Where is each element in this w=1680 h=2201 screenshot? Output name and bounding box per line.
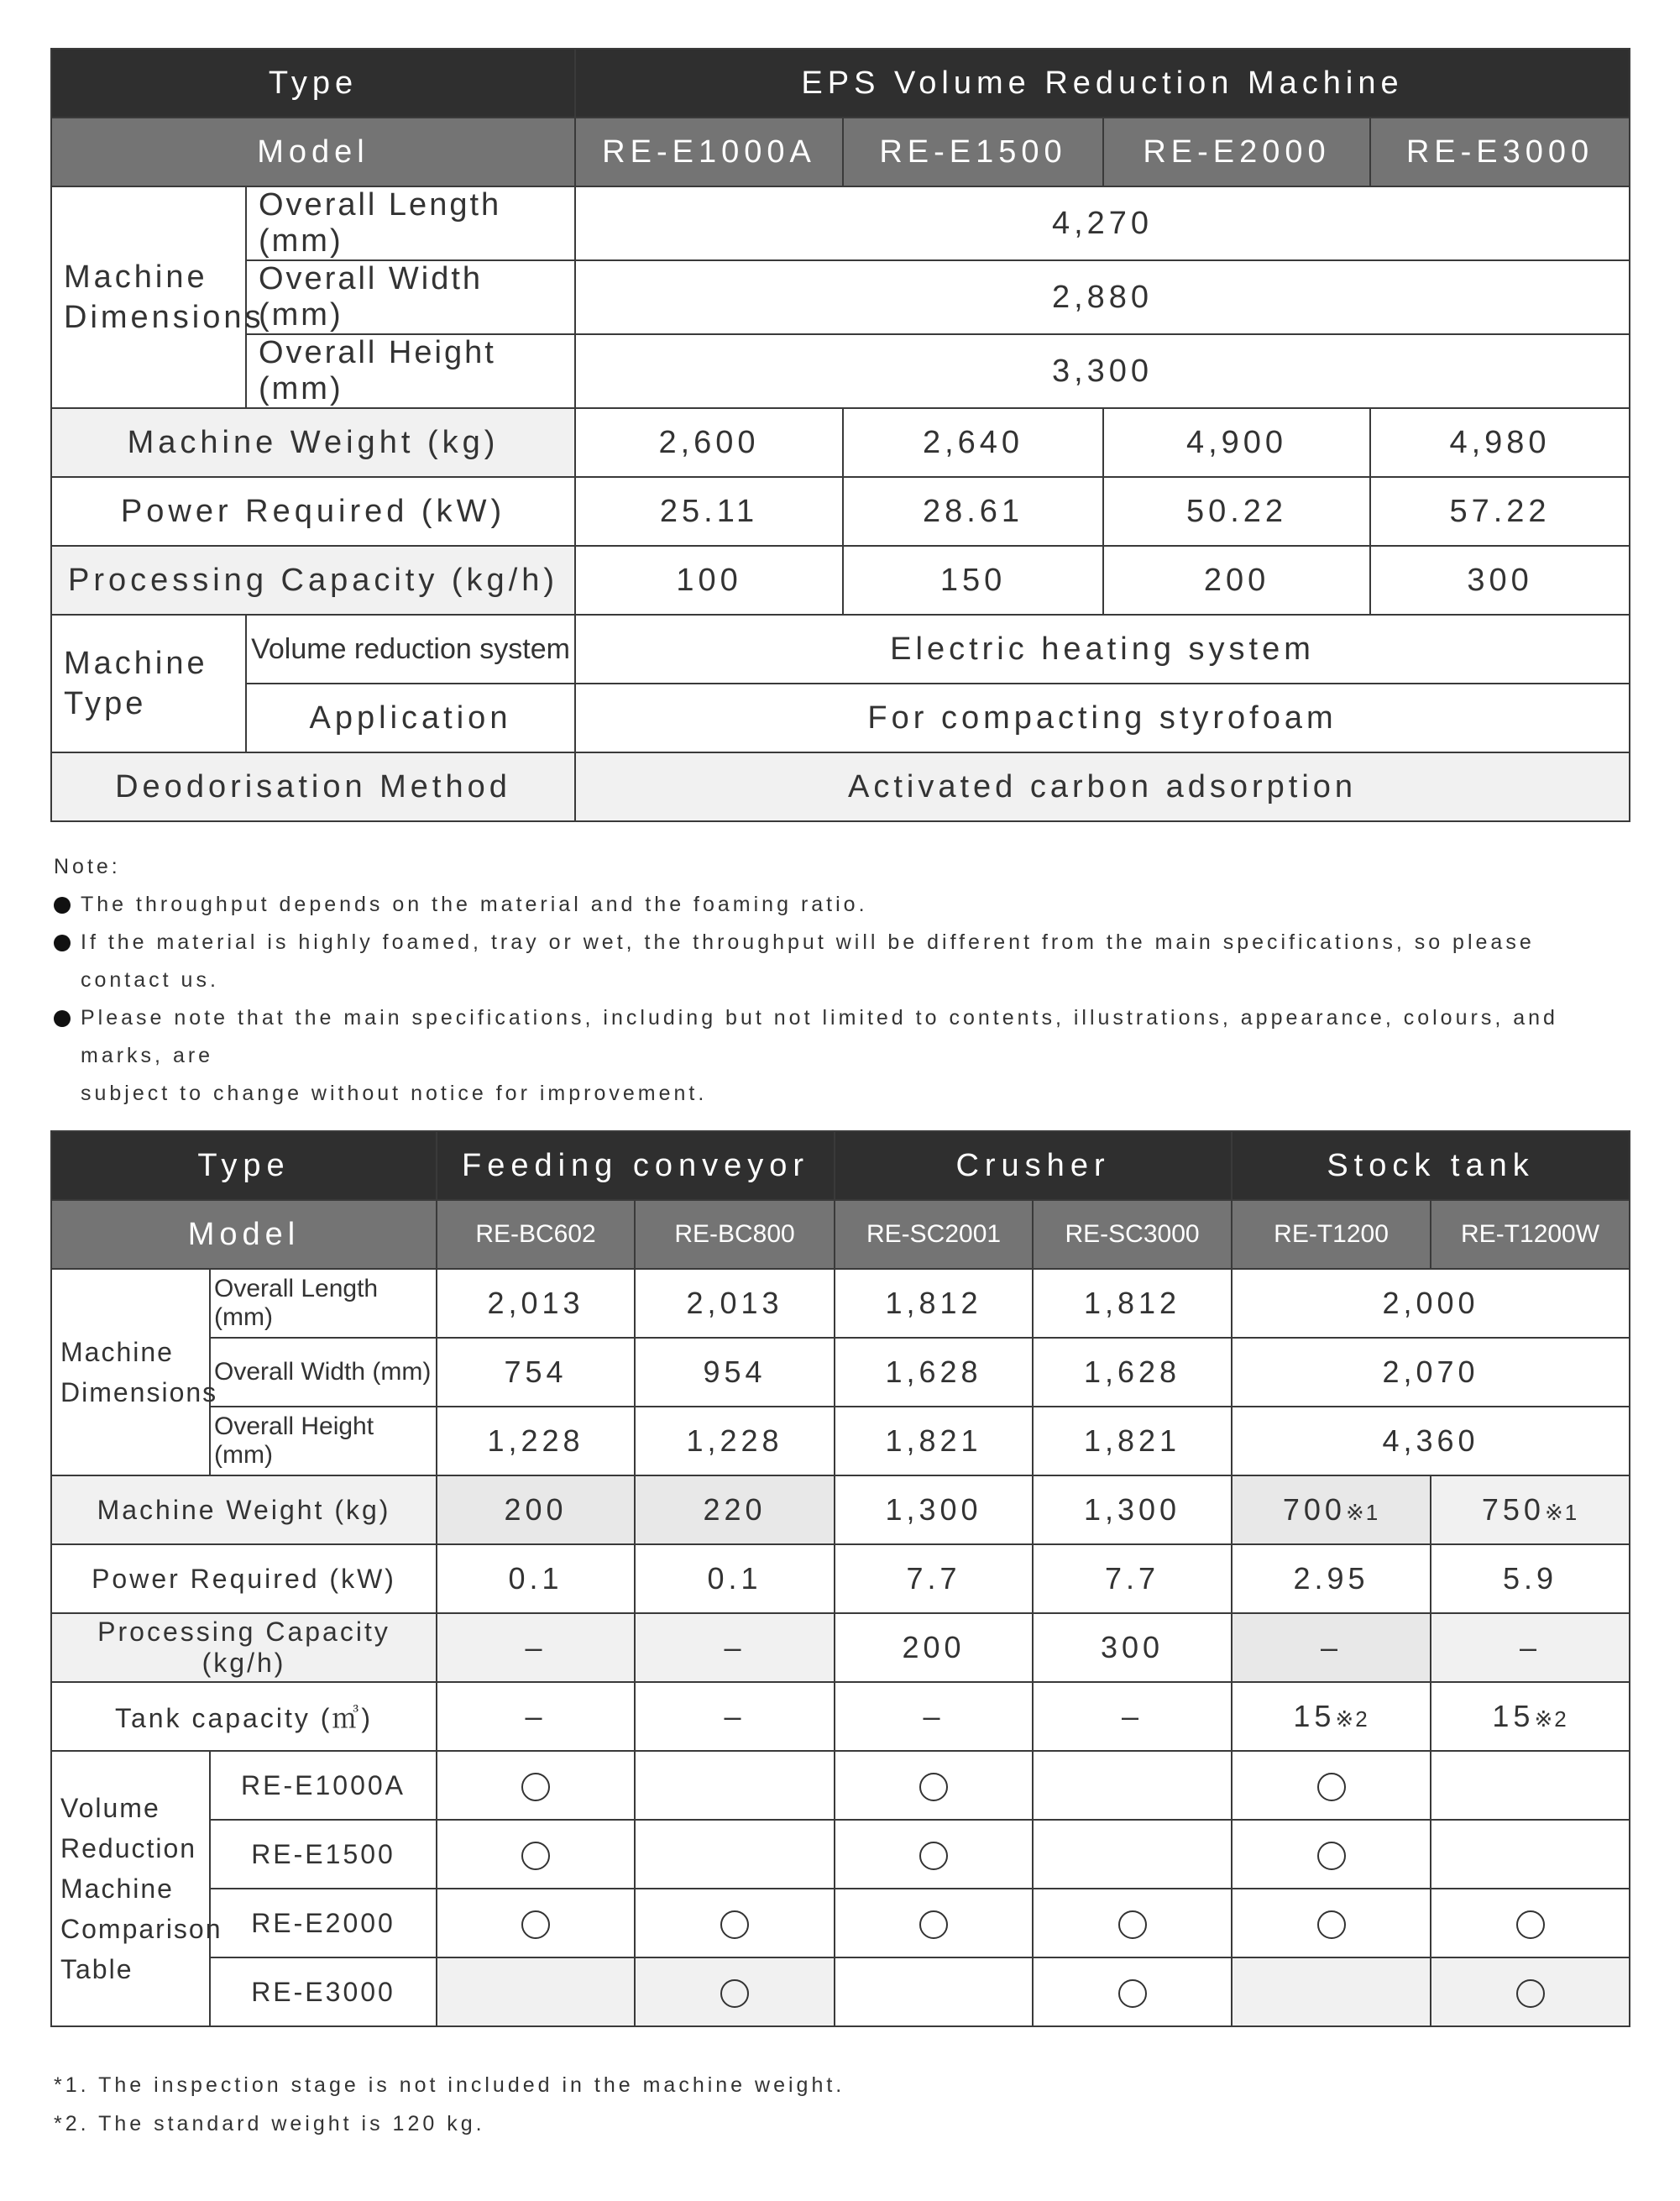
power-cell: 0.1 [635, 1544, 835, 1613]
power-required-label: Power Required (kW) [51, 477, 575, 546]
note-text: If the material is highly foamed, tray or wet, the throughput will be different from the main specifications, so please contact us. [81, 930, 1535, 992]
overall-length-label: Overall Length (mm) [246, 186, 575, 260]
weight-cell-marked [1232, 1475, 1431, 1544]
processing-capacity-label: Processing Capacity (kg/h) [51, 1613, 437, 1682]
power-cell: 7.7 [1033, 1544, 1232, 1613]
model-cell: RE-E1500 [843, 118, 1103, 186]
weight-cell: 1,300 [1033, 1475, 1232, 1544]
length-cell: 2,013 [635, 1269, 835, 1338]
compat-cell [635, 1751, 835, 1820]
type-header: Type [51, 49, 575, 118]
compat-cell [835, 1889, 1033, 1957]
group-header-stock-tank: Stock tank [1232, 1131, 1630, 1200]
weight-cell: 1,300 [835, 1475, 1033, 1544]
bullet-icon [54, 1010, 71, 1027]
model-cell: RE-BC602 [437, 1200, 635, 1269]
weight-cell: 4,900 [1103, 408, 1370, 477]
overall-width-label: Overall Width (mm) [210, 1338, 437, 1407]
notes-section [54, 848, 1632, 1113]
circle-icon [919, 1842, 948, 1870]
power-cell: 0.1 [437, 1544, 635, 1613]
weight-cell: 2,640 [843, 408, 1103, 477]
bullet-icon [54, 935, 71, 951]
note-item-continued [54, 1075, 1632, 1113]
compat-cell [1232, 1751, 1431, 1820]
type-header: Type [51, 1131, 437, 1200]
compat-cell [635, 1957, 835, 2026]
compat-cell [835, 1820, 1033, 1889]
notes-heading: Note: [54, 855, 121, 878]
comparison-row-label: RE-E3000 [210, 1957, 437, 2026]
compat-cell [437, 1820, 635, 1889]
circle-icon [1317, 1842, 1346, 1870]
deodorisation-value: Activated carbon adsorption [575, 752, 1630, 821]
note-text: Please note that the main specifications, including but not limited to contents, illustrations, appearance, colours, and marks, are [81, 1006, 1558, 1067]
compat-cell [1232, 1889, 1431, 1957]
power-required-label: Power Required (kW) [51, 1544, 437, 1613]
power-cell: 7.7 [835, 1544, 1033, 1613]
overall-height-label: Overall Height (mm) [246, 334, 575, 408]
model-cell: RE-E3000 [1370, 118, 1630, 186]
group-header-crusher: Crusher [835, 1131, 1232, 1200]
comparison-row-label: RE-E2000 [210, 1889, 437, 1957]
length-cell: 1,812 [835, 1269, 1033, 1338]
length-cell: 1,812 [1033, 1269, 1232, 1338]
height-cell: 1,821 [835, 1407, 1033, 1475]
machine-dimensions-label: Machine Dimensions [51, 1269, 210, 1475]
group-header-feeding-conveyor: Feeding conveyor [437, 1131, 835, 1200]
height-cell: 1,228 [635, 1407, 835, 1475]
application-label: Application [246, 684, 575, 752]
circle-icon [1118, 1910, 1147, 1939]
bullet-icon [54, 897, 71, 914]
tank-cell: – [437, 1682, 635, 1751]
footnote-mark: ※1 [1544, 1500, 1579, 1525]
compat-cell [835, 1957, 1033, 2026]
tank-value: 15 [1293, 1699, 1336, 1733]
footnotes-section [54, 2066, 1565, 2143]
tank-cell: – [1033, 1682, 1232, 1751]
weight-cell: 220 [635, 1475, 835, 1544]
footnote: *1. The inspection stage is not included in the machine weight. [54, 2073, 845, 2097]
compat-cell [1431, 1751, 1630, 1820]
circle-icon [1118, 1979, 1147, 2008]
reduction-system-value: Electric heating system [575, 615, 1630, 684]
deodorisation-label: Deodorisation Method [51, 752, 575, 821]
width-cell: 1,628 [835, 1338, 1033, 1407]
compat-cell [1232, 1957, 1431, 2026]
compat-cell [1431, 1957, 1630, 2026]
model-cell: RE-SC3000 [1033, 1200, 1232, 1269]
height-cell: 1,228 [437, 1407, 635, 1475]
circle-icon [720, 1910, 749, 1939]
power-cell: 2.95 [1232, 1544, 1431, 1613]
model-header: Model [51, 118, 575, 186]
model-cell: RE-E2000 [1103, 118, 1370, 186]
type-value-header: EPS Volume Reduction Machine [575, 49, 1630, 118]
overall-width-label: Overall Width (mm) [246, 260, 575, 334]
capacity-cell: – [1232, 1613, 1431, 1682]
compat-cell [1033, 1889, 1232, 1957]
model-cell: RE-BC800 [635, 1200, 835, 1269]
height-cell: 1,821 [1033, 1407, 1232, 1475]
note-item [54, 999, 1632, 1075]
model-cell: RE-E1000A [575, 118, 843, 186]
circle-icon [919, 1773, 948, 1801]
circle-icon [1317, 1910, 1346, 1939]
overall-width-value: 2,880 [575, 260, 1630, 334]
spec-table-eps [50, 48, 1630, 822]
weight-value: 700 [1282, 1492, 1346, 1527]
weight-cell: 2,600 [575, 408, 843, 477]
machine-weight-label: Machine Weight (kg) [51, 408, 575, 477]
compat-cell [1033, 1820, 1232, 1889]
footnote-mark: ※1 [1345, 1500, 1380, 1525]
power-cell: 50.22 [1103, 477, 1370, 546]
weight-cell: 4,980 [1370, 408, 1630, 477]
footnote-mark: ※2 [1335, 1706, 1369, 1732]
power-cell: 57.22 [1370, 477, 1630, 546]
length-cell: 2,013 [437, 1269, 635, 1338]
tank-value: 15 [1492, 1699, 1535, 1733]
circle-icon [720, 1979, 749, 2008]
capacity-cell: 200 [835, 1613, 1033, 1682]
capacity-cell: – [1431, 1613, 1630, 1682]
compat-cell [1431, 1820, 1630, 1889]
note-text: The throughput depends on the material and the foaming ratio. [81, 893, 868, 916]
capacity-cell: – [635, 1613, 835, 1682]
weight-cell: 200 [437, 1475, 635, 1544]
comparison-row-label: RE-E1500 [210, 1820, 437, 1889]
machine-type-label: Machine Type [51, 615, 246, 752]
model-header: Model [51, 1200, 437, 1269]
compat-cell [437, 1889, 635, 1957]
weight-value: 750 [1481, 1492, 1545, 1527]
note-item [54, 886, 1632, 924]
power-cell: 28.61 [843, 477, 1103, 546]
compat-cell [1431, 1889, 1630, 1957]
power-cell: 25.11 [575, 477, 843, 546]
model-cell: RE-SC2001 [835, 1200, 1033, 1269]
compat-cell [1033, 1751, 1232, 1820]
capacity-cell: 300 [1033, 1613, 1232, 1682]
compat-cell [635, 1889, 835, 1957]
tank-capacity-label: Tank capacity (㎥) [51, 1682, 437, 1751]
compat-cell [1033, 1957, 1232, 2026]
circle-icon [521, 1773, 550, 1801]
length-cell: 2,000 [1232, 1269, 1630, 1338]
width-cell: 754 [437, 1338, 635, 1407]
processing-capacity-label: Processing Capacity (kg/h) [51, 546, 575, 615]
tank-cell: – [635, 1682, 835, 1751]
overall-height-value: 3,300 [575, 334, 1630, 408]
height-cell: 4,360 [1232, 1407, 1630, 1475]
tank-cell-marked [1431, 1682, 1630, 1751]
note-text: subject to change without notice for improvement. [81, 1082, 708, 1105]
width-cell: 2,070 [1232, 1338, 1630, 1407]
width-cell: 1,628 [1033, 1338, 1232, 1407]
machine-weight-label: Machine Weight (kg) [51, 1475, 437, 1544]
comparison-table-label: Volume Reduction Machine Comparison Table [51, 1751, 210, 2026]
model-cell: RE-T1200 [1232, 1200, 1431, 1269]
overall-length-value: 4,270 [575, 186, 1630, 260]
capacity-cell: 150 [843, 546, 1103, 615]
circle-icon [1516, 1979, 1545, 2008]
width-cell: 954 [635, 1338, 835, 1407]
capacity-cell: 100 [575, 546, 843, 615]
tank-cell-marked [1232, 1682, 1431, 1751]
compat-cell [437, 1957, 635, 2026]
circle-icon [1317, 1773, 1346, 1801]
machine-dimensions-label: Machine Dimensions [51, 186, 246, 408]
circle-icon [521, 1910, 550, 1939]
overall-height-label: Overall Height (mm) [210, 1407, 437, 1475]
compat-cell [835, 1751, 1033, 1820]
spec-table-peripherals [50, 1130, 1630, 2027]
compat-cell [1232, 1820, 1431, 1889]
model-cell: RE-T1200W [1431, 1200, 1630, 1269]
power-cell: 5.9 [1431, 1544, 1630, 1613]
capacity-cell: 300 [1370, 546, 1630, 615]
capacity-cell: – [437, 1613, 635, 1682]
weight-cell-marked [1431, 1475, 1630, 1544]
capacity-cell: 200 [1103, 546, 1370, 615]
footnote: *2. The standard weight is 120 kg. [54, 2112, 485, 2135]
footnote-mark: ※2 [1534, 1706, 1568, 1732]
circle-icon [521, 1842, 550, 1870]
reduction-system-label: Volume reduction system [246, 615, 575, 684]
compat-cell [635, 1820, 835, 1889]
circle-icon [1516, 1910, 1545, 1939]
overall-length-label: Overall Length (mm) [210, 1269, 437, 1338]
comparison-row-label: RE-E1000A [210, 1751, 437, 1820]
tank-cell: – [835, 1682, 1033, 1751]
note-item [54, 924, 1632, 999]
application-value: For compacting styrofoam [575, 684, 1630, 752]
circle-icon [919, 1910, 948, 1939]
compat-cell [437, 1751, 635, 1820]
